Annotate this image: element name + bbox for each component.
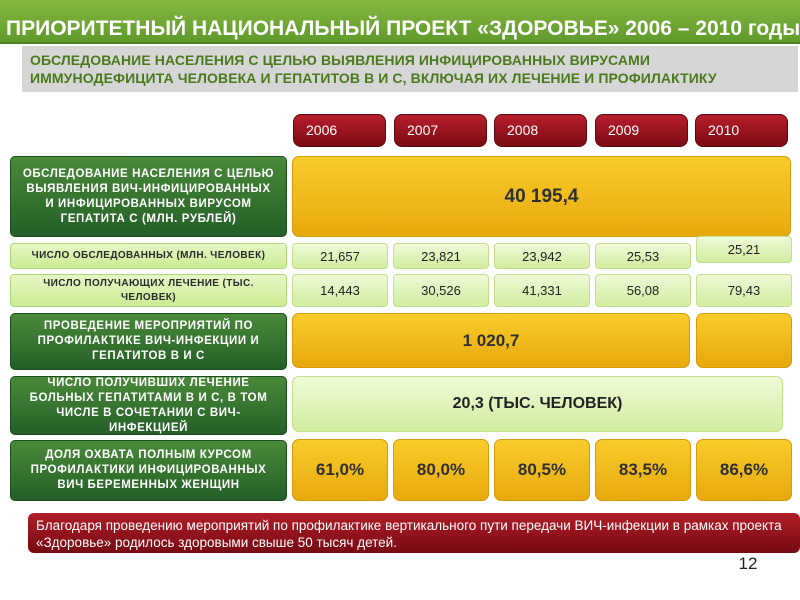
year-tab-2009: 2009	[595, 114, 688, 147]
treated-2008: 41,331	[494, 274, 590, 307]
row-label-text: ЧИСЛО ПОЛУЧИВШИХ ЛЕЧЕНИЕ БОЛЬНЫХ ГЕПАТИТАМИ В И С, В ТОМ ЧИСЛЕ В СОЧЕТАНИИ С ВИЧ-ИНФЕКЦИЕЙ	[29, 376, 268, 434]
row-label-prevention	[10, 313, 287, 370]
treated-2009: 56,08	[595, 274, 691, 307]
row-label-text: ЧИСЛО ПОЛУЧАЮЩИХ ЛЕЧЕНИЕ (ТЫС. ЧЕЛОВЕК)	[43, 277, 254, 303]
row-label-treated	[10, 274, 287, 307]
coverage-2007: 80,0%	[393, 439, 489, 501]
treated-2010: 79,43	[696, 274, 792, 307]
slide-subtitle: ОБСЛЕДОВАНИЕ НАСЕЛЕНИЯ С ЦЕЛЬЮ ВЫЯВЛЕНИЯ ИНФИЦИРОВАННЫХ ВИРУСАМИ ИММУНОДЕФИЦИТА ЧЕЛОВЕКА И ГЕПАТИТОВ В И С, ВКЛЮЧАЯ ИХ ЛЕЧЕНИЕ И ПРОФИЛАКТИКУ	[22, 46, 798, 92]
row-label-text: ДОЛЯ ОХВАТА ПОЛНЫМ КУРСОМ ПРОФИЛАКТИКИ ИНФИЦИРОВАННЫХ ВИЧ БЕРЕМЕННЫХ ЖЕНЩИН	[30, 449, 267, 491]
row-label-text: ЧИСЛО ОБСЛЕДОВАННЫХ (МЛН. ЧЕЛОВЕК)	[31, 250, 266, 261]
screening-funding-value: 40 195,4	[292, 156, 791, 237]
coverage-2010: 86,6%	[696, 439, 792, 501]
examined-2010: 25,21	[696, 236, 792, 263]
page-number: 12	[738, 554, 758, 573]
row-label-pregnant-coverage	[10, 440, 287, 501]
examined-2007: 23,821	[393, 243, 489, 269]
treated-2007: 30,526	[393, 274, 489, 307]
row-label-screening-funding	[10, 156, 287, 237]
row-label-text: ОБСЛЕДОВАНИЕ НАСЕЛЕНИЯ С ЦЕЛЬЮ ВЫЯВЛЕНИЯ ВИЧ-ИНФИЦИРОВАННЫХ И ИНФИЦИРОВАННЫХ ВИРУСОМ ГЕПАТИТА С (МЛН. РУБЛЕЙ)	[22, 167, 275, 225]
year-tab-2010: 2010	[695, 114, 788, 147]
examined-2009: 25,53	[595, 243, 691, 269]
coverage-2006: 61,0%	[292, 439, 388, 501]
treated-2006: 14,443	[292, 274, 388, 307]
coverage-2008: 80,5%	[494, 439, 590, 501]
hepatitis-treated-value: 20,3 (ТЫС. ЧЕЛОВЕК)	[292, 376, 783, 432]
coverage-2009: 83,5%	[595, 439, 691, 501]
footer-note: Благодаря проведению мероприятий по профилактике вертикального пути передачи ВИЧ-инфекции в рамках проекта «Здоровье» родилось здоровыми свыше 50 тысяч детей.	[28, 513, 800, 553]
row-label-text: ПРОВЕДЕНИЕ МЕРОПРИЯТИЙ ПО ПРОФИЛАКТИКЕ ВИЧ-ИНФЕКЦИИ И ГЕПАТИТОВ В И С	[37, 320, 260, 362]
row-label-examined	[10, 243, 287, 269]
prevention-value: 1 020,7	[292, 313, 690, 368]
examined-2006: 21,657	[292, 243, 388, 269]
year-tab-2006: 2006	[293, 114, 386, 147]
year-tab-2008: 2008	[494, 114, 587, 147]
prevention-2010-block	[696, 313, 792, 368]
examined-2008: 23,942	[494, 243, 590, 269]
year-tab-2007: 2007	[394, 114, 487, 147]
row-label-hepatitis-treated	[10, 376, 287, 435]
slide-title: ПРИОРИТЕТНЫЙ НАЦИОНАЛЬНЫЙ ПРОЕКТ «ЗДОРОВЬЕ» 2006 – 2010 годы	[0, 0, 800, 44]
